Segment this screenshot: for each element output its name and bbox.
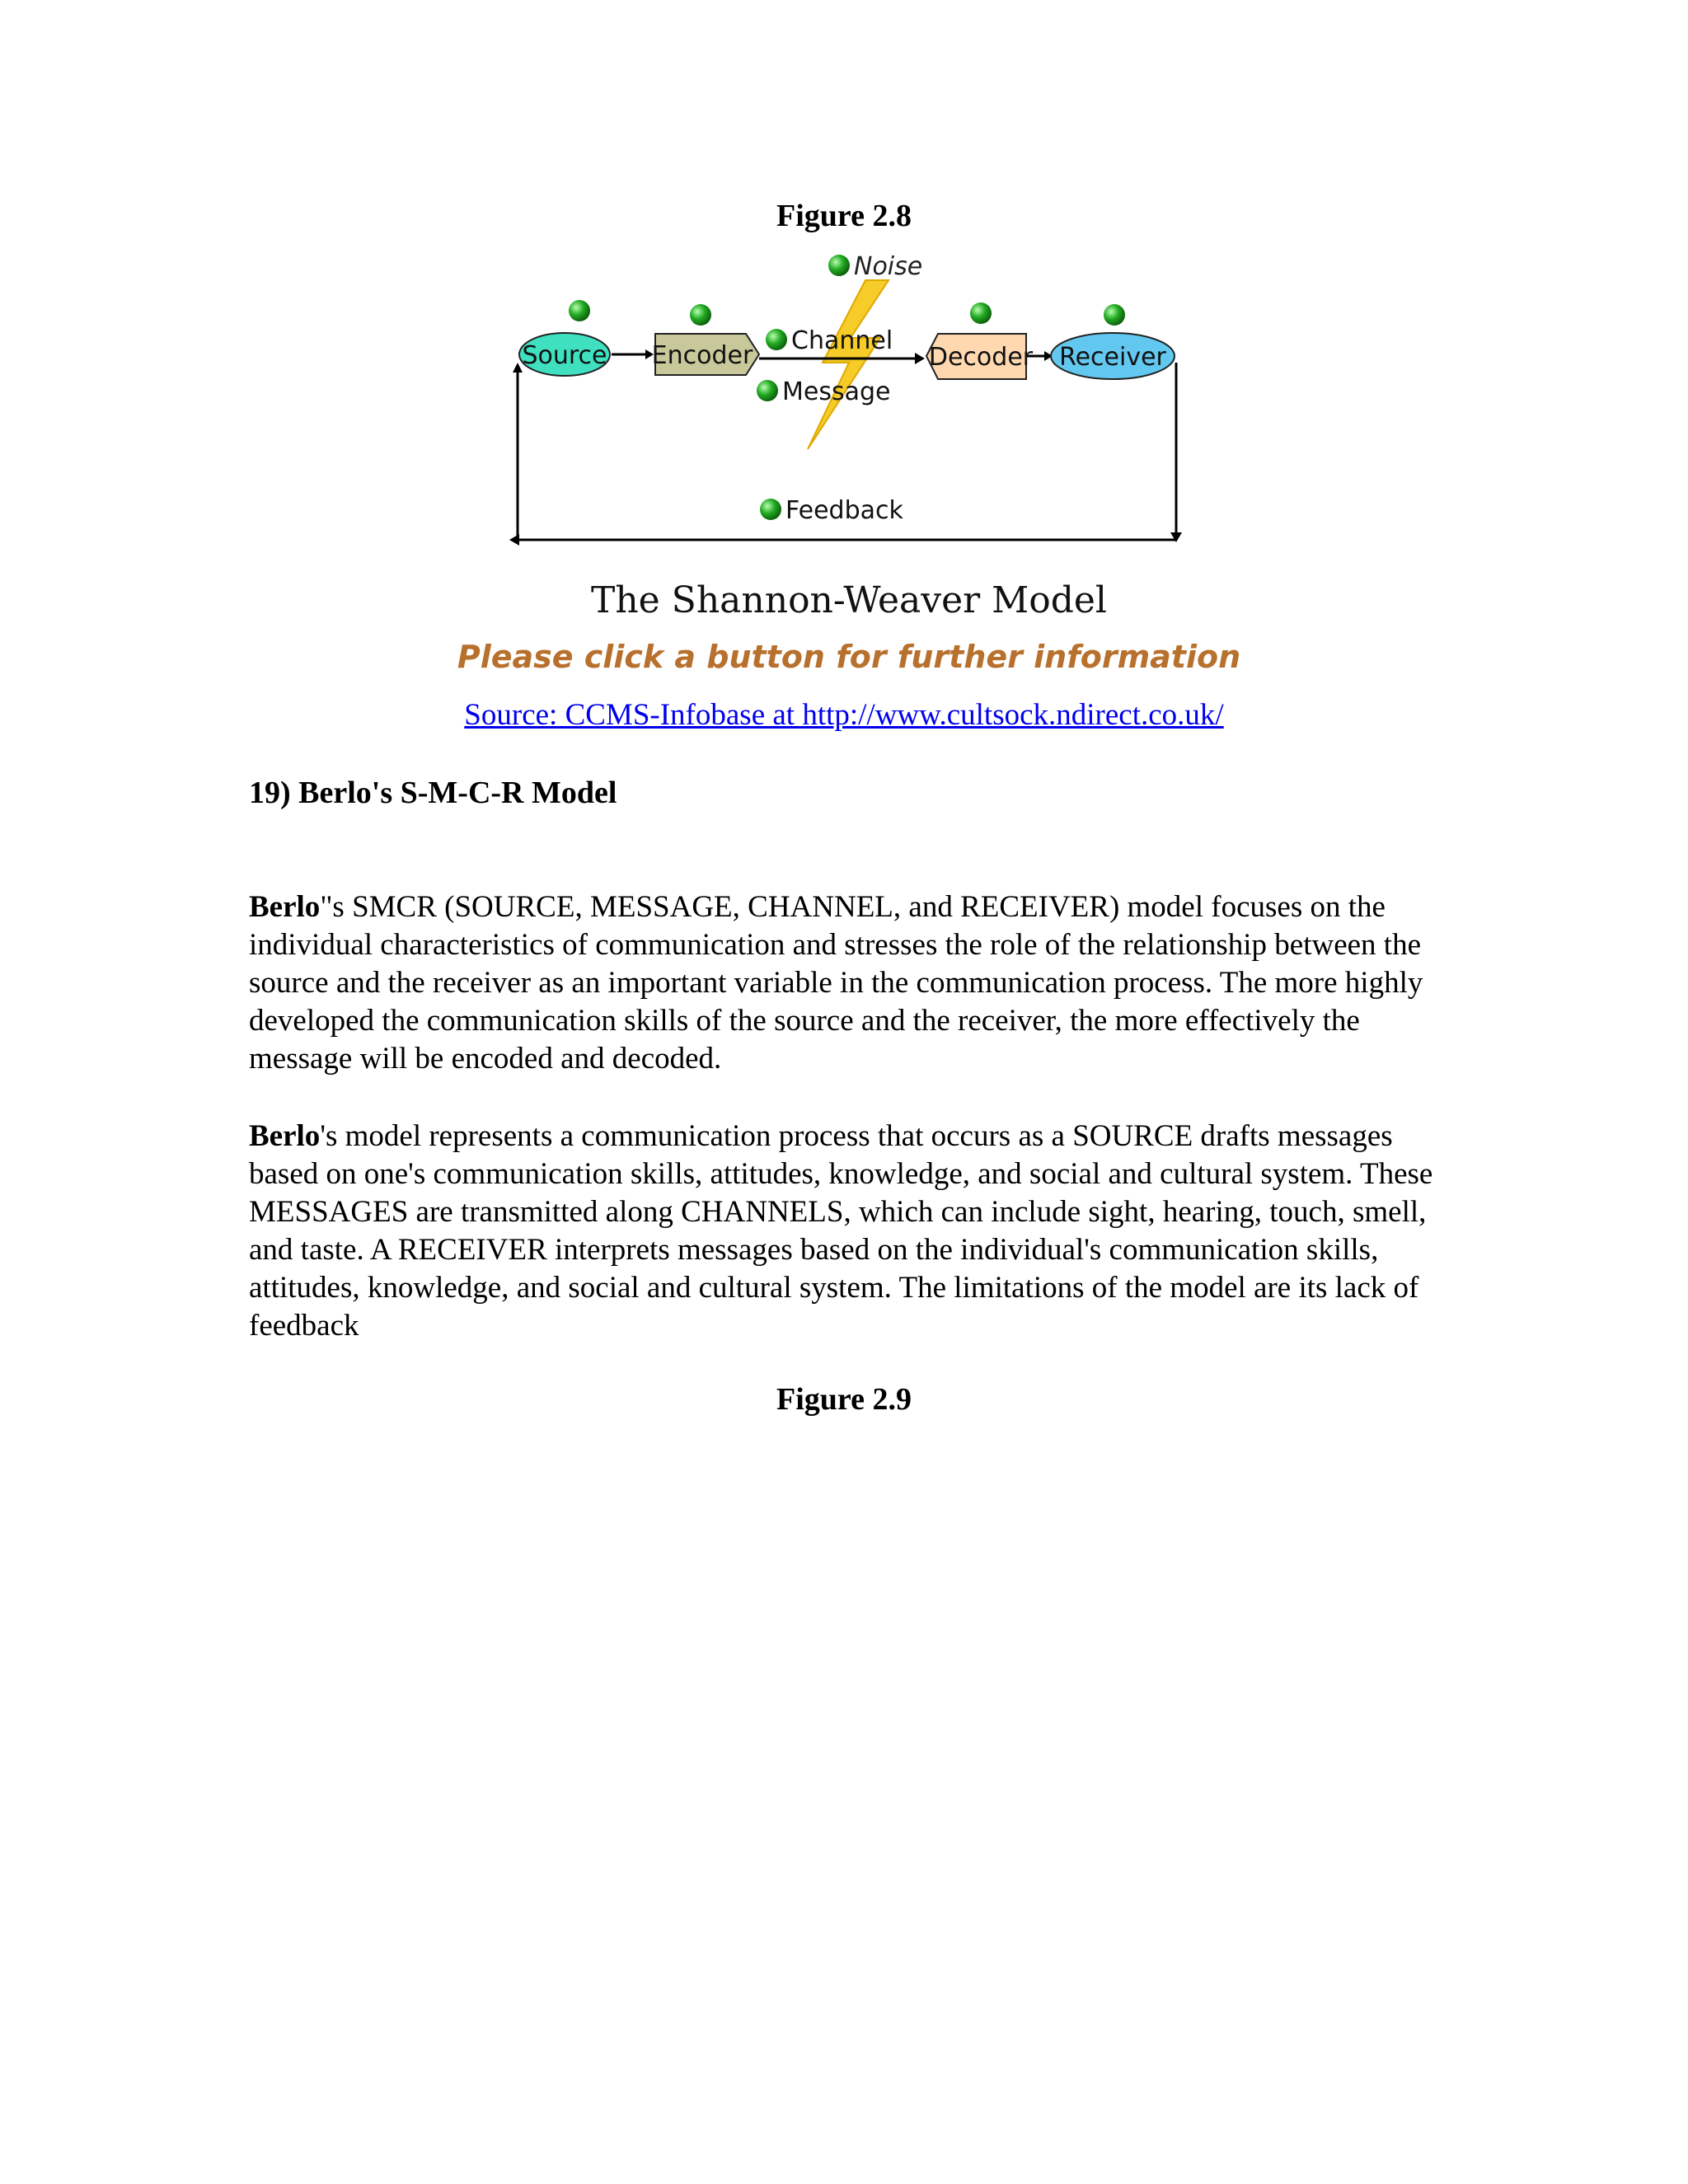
receiver-label: Receiver: [1059, 343, 1166, 372]
noise-label: Noise: [854, 252, 923, 281]
decoder-node-button[interactable]: [926, 334, 1034, 379]
encoder-label: Encoder: [651, 341, 753, 370]
message-label: Message: [782, 377, 891, 406]
channel-label: Channel: [791, 326, 893, 355]
source-label: Source: [522, 341, 607, 370]
paragraph-1: [249, 888, 1444, 1078]
paragraph-1-lead: Berlo: [249, 890, 321, 924]
feedback-button[interactable]: [760, 496, 903, 525]
noise-lightning-icon: [808, 280, 889, 449]
receiver-node-button[interactable]: [1051, 333, 1175, 379]
shannon-weaver-diagram: [457, 247, 1241, 684]
receiver-info-button[interactable]: [1104, 304, 1125, 326]
feedback-info-button[interactable]: [760, 499, 781, 520]
message-button[interactable]: [757, 377, 890, 406]
feedback-label: Feedback: [785, 496, 903, 525]
paragraph-2-text: 's model represents a communication process that occurs as a SOURCE drafts messages based on one's communication skills, attitudes, knowledge, and social and cultural system. These MESSAGES are transmitted along CHANNELS, which can include sight, hearing, touch, smell, and taste. A RECEIVER interprets messages based on the individual's communication skills, attitudes, knowledge, and social and cultural system. The limitations of the model are its lack of feedback: [249, 1119, 1433, 1343]
decoder-label: Decoder: [928, 343, 1034, 372]
noise-button[interactable]: [828, 252, 922, 281]
encoder-info-button[interactable]: [690, 304, 711, 326]
click-instruction: Please click a button for further information: [457, 639, 1241, 675]
channel-button[interactable]: [766, 326, 893, 355]
paragraph-1-text: "s SMCR (SOURCE, MESSAGE, CHANNEL, and RECEIVER) model focuses on the individual characteristics of communication and stresses the role of the relationship between the source and the receiver as an important variable in the communication process. The more highly developed the communication skills of the source and the receiver, the more effectively the message will be encoded and decoded.: [249, 890, 1423, 1076]
noise-info-button[interactable]: [828, 255, 850, 276]
message-info-button[interactable]: [757, 380, 778, 401]
channel-info-button[interactable]: [766, 329, 787, 350]
paragraph-2: [249, 1118, 1444, 1345]
encoder-node-button[interactable]: [652, 334, 759, 375]
figure-caption-2: Figure 2.9: [776, 1382, 912, 1417]
source-link[interactable]: Source: CCMS-Infobase at http://www.cultsock.ndirect.co.uk/: [464, 698, 1224, 732]
source-node-button[interactable]: [519, 333, 610, 376]
section-heading: 19) Berlo's S-M-C-R Model: [249, 776, 617, 810]
decoder-info-button[interactable]: [970, 302, 992, 324]
paragraph-2-lead: Berlo: [249, 1119, 321, 1153]
figure-caption: Figure 2.8: [776, 199, 912, 233]
source-info-button[interactable]: [569, 300, 590, 321]
model-title: The Shannon-Weaver Model: [590, 579, 1108, 621]
